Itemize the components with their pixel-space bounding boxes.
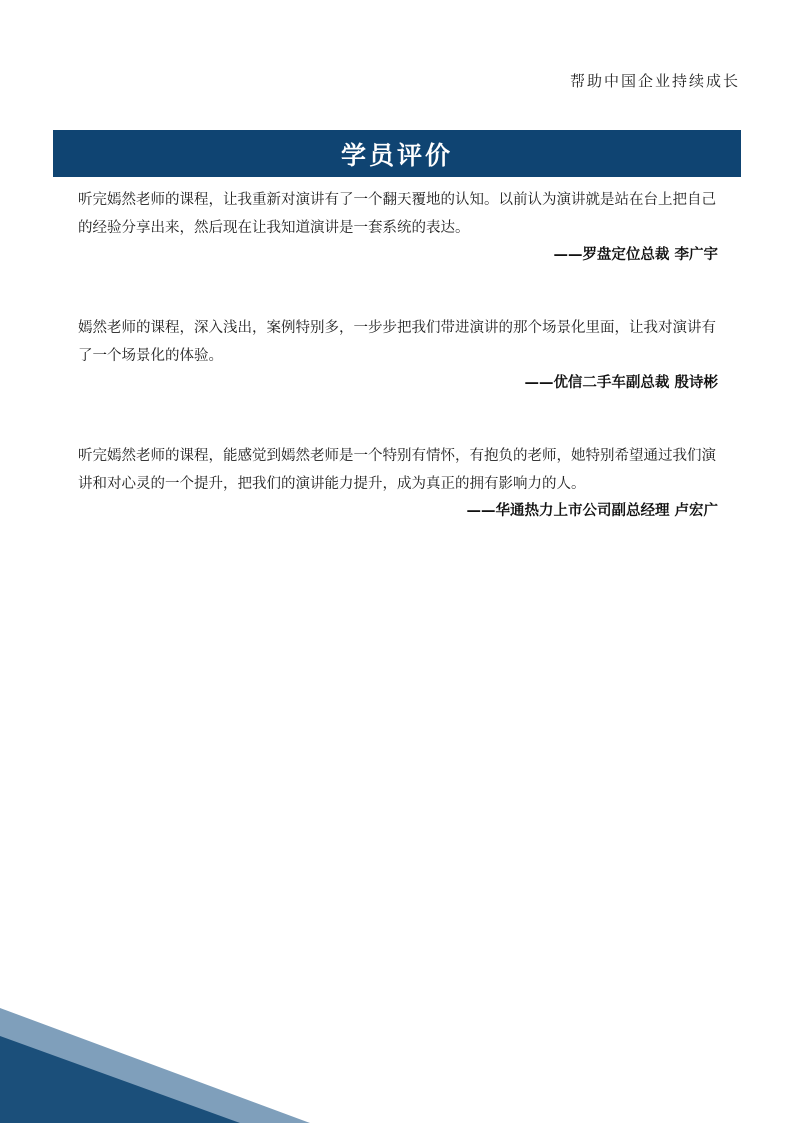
review-text: 嫣然老师的课程，深入浅出，案例特别多，一步步把我们带进演讲的那个场景化里面，让我对演讲有了一个场景化的体验。: [78, 320, 716, 364]
tagline: 帮助中国企业持续成长: [569, 72, 740, 90]
review-item: [78, 314, 718, 396]
section-title: 学员评价: [340, 140, 453, 170]
review-list: [78, 186, 718, 570]
review-text: 听完嫣然老师的课程，能感觉到嫣然老师是一个特别有情怀，有抱负的老师，她特别希望通过我们演讲和对心灵的一个提升，把我们的演讲能力提升，成为真正的拥有影响力的人。: [78, 448, 716, 492]
review-author: ——优信二手车副总裁 殷诗彬: [524, 375, 718, 391]
section-title-bar: [53, 130, 741, 177]
review-author: ——华通热力上市公司副总经理 卢宏广: [466, 503, 718, 519]
review-author: ——罗盘定位总裁 李广宇: [553, 247, 718, 263]
review-text: 听完嫣然老师的课程，让我重新对演讲有了一个翻天覆地的认知。以前认为演讲就是站在台上把自己的经验分享出来，然后现在让我知道演讲是一套系统的表达。: [78, 192, 716, 236]
review-item: [78, 442, 718, 524]
review-item: [78, 186, 718, 268]
corner-decoration: [0, 1008, 310, 1123]
